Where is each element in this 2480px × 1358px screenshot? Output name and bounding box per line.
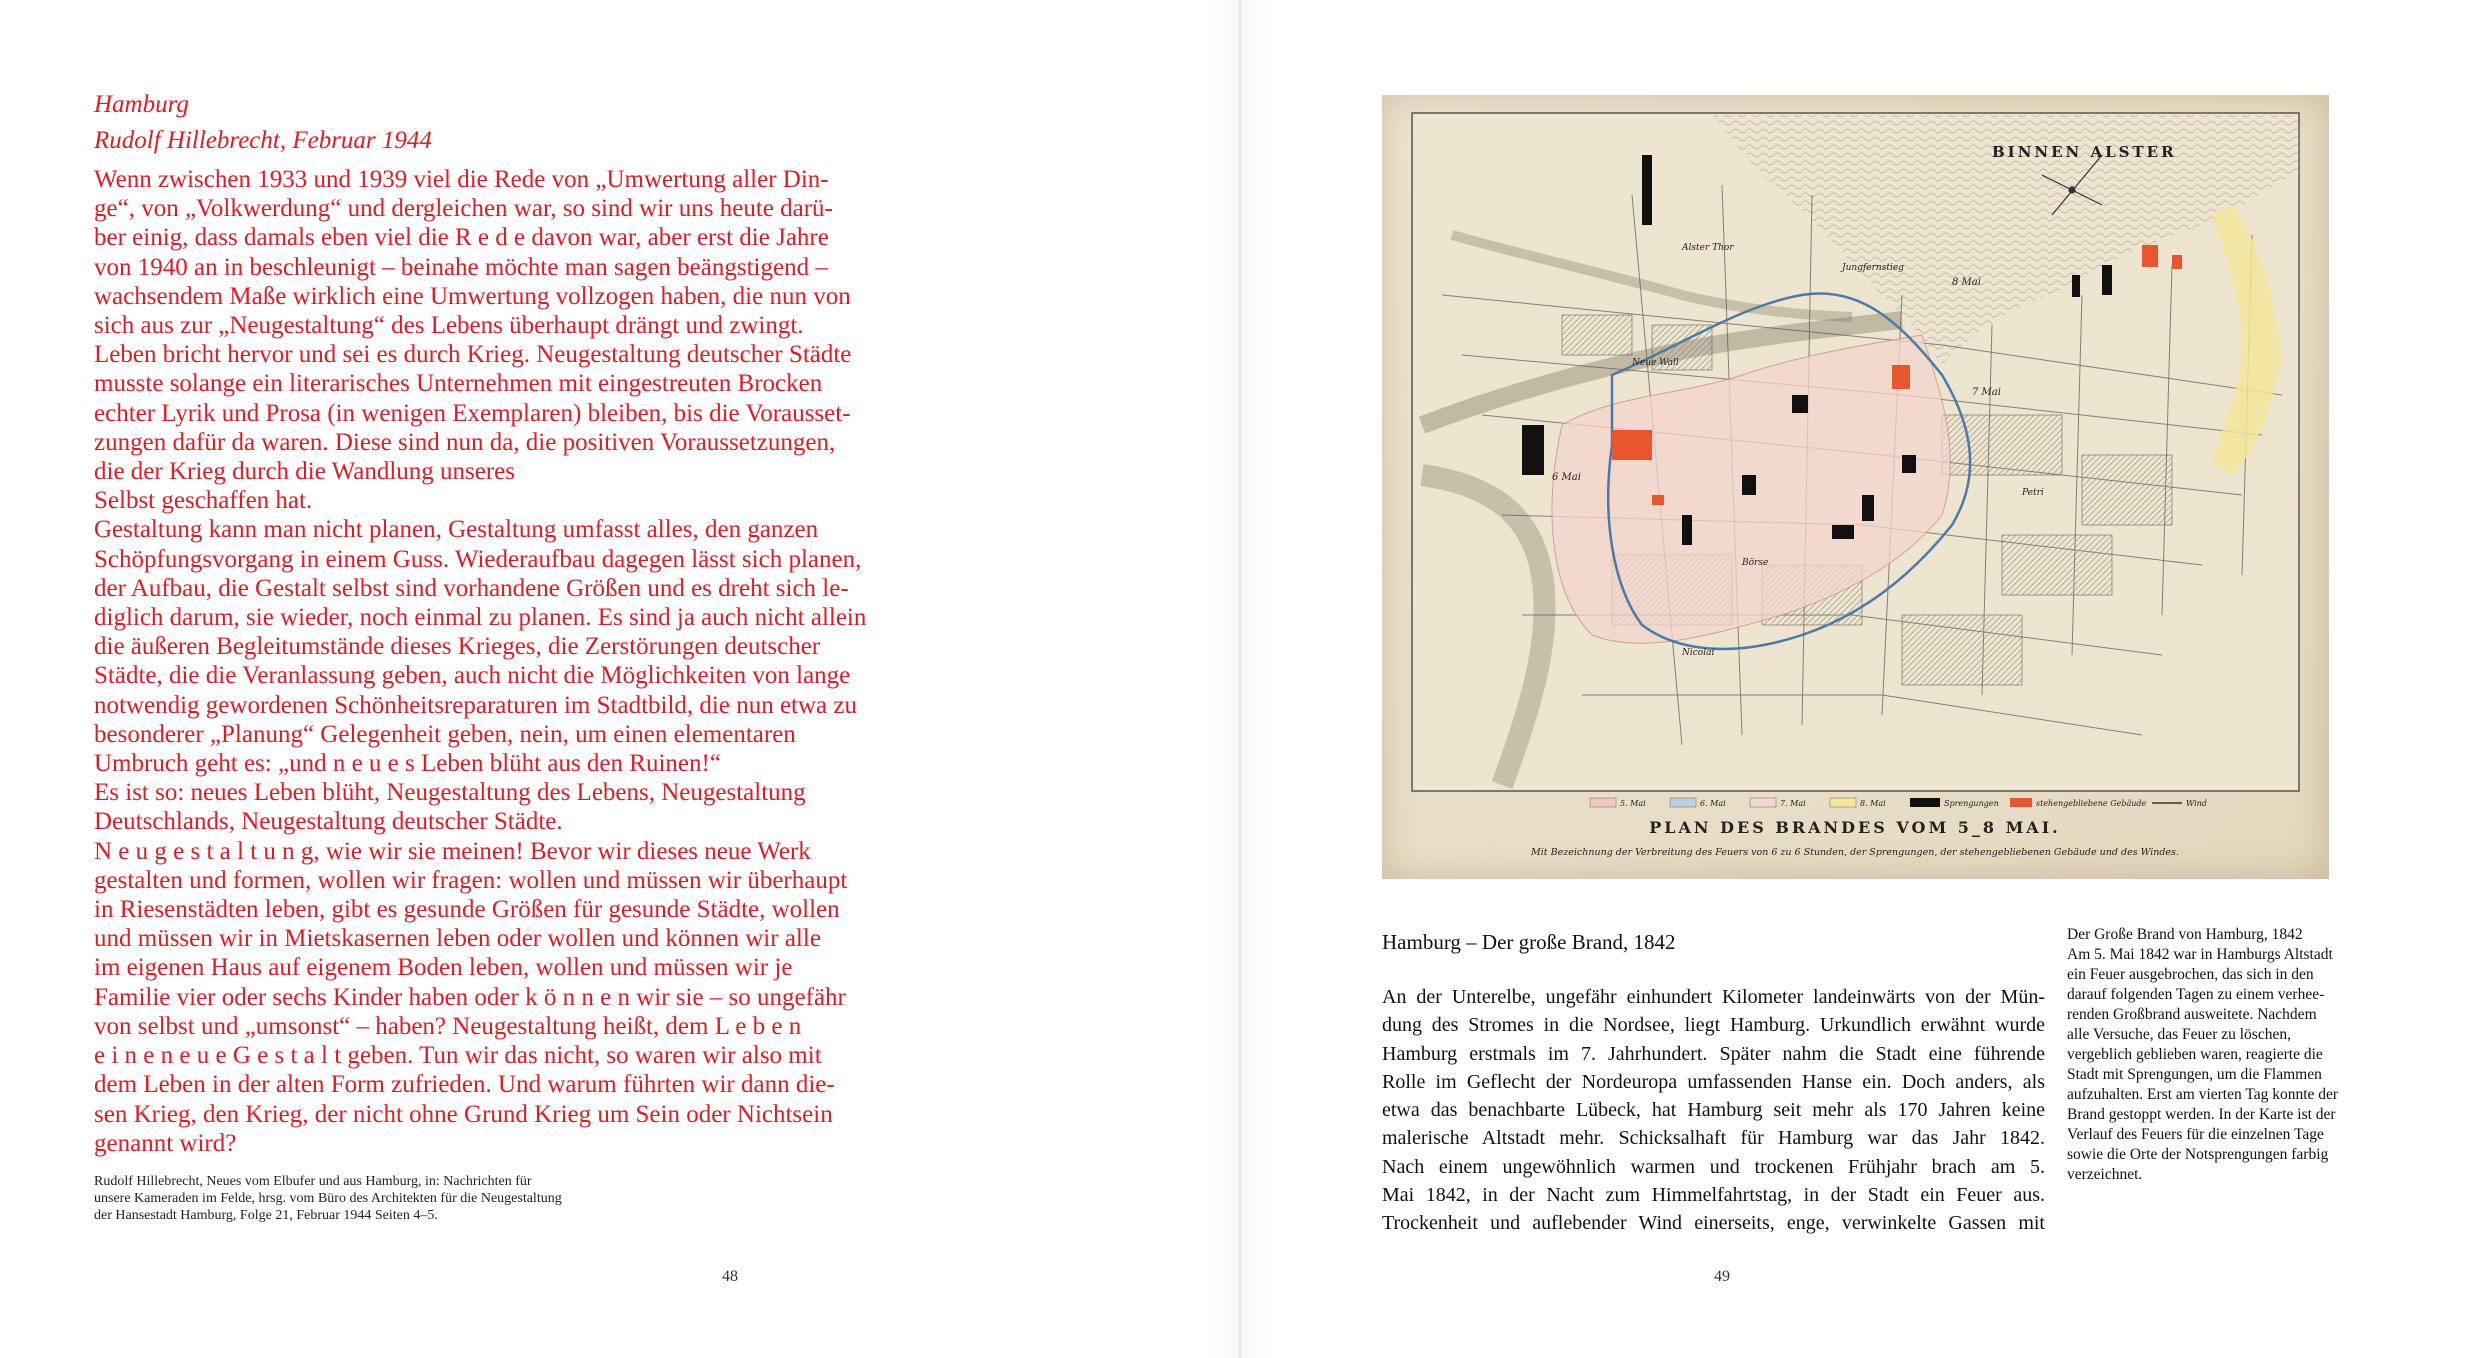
legend-swatch <box>1830 798 1856 807</box>
caption-line: Brand gestoppt werden. In der Karte ist der <box>2067 1106 2336 1123</box>
text-line: Nach einem ungewöhnlich warmen und trockenen Frühjahr brach am 5. <box>1382 1155 2045 1178</box>
legend-swatch <box>1590 798 1616 807</box>
text-line: notwendig gewordenen Schönheitsreparaturen im Stadtbild, die nun etwa zu <box>94 691 857 719</box>
map-legend <box>1590 798 2207 808</box>
main-text <box>94 165 900 1158</box>
text-line: Deutschlands, Neugestaltung deutscher Städte. <box>94 808 563 836</box>
text-line: N e u g e s t a l t u n g, wie wir sie meinen! Bevor wir dieses neue Werk <box>94 837 811 865</box>
text-line: diglich darum, sie wieder, noch einmal zu planen. Es sind ja auch nicht allein <box>94 604 867 632</box>
caption-line: aufzuhalten. Erst am vierten Tag konnte der <box>2067 1086 2339 1103</box>
text-line: An der Unterelbe, ungefähr einhundert Kilometer landeinwärts von der Mün- <box>1382 986 2045 1008</box>
text-line: ge“, von „Volkwerdung“ und dergleichen war, so sind wir uns heute darü- <box>94 195 833 223</box>
caption-line: sowie die Orte der Notsprengungen farbig <box>2067 1146 2329 1163</box>
text-line: Hamburg erstmals im 7. Jahrhundert. Später nahm die Stadt eine führende <box>1382 1042 2045 1065</box>
street-label: Jungfernstieg <box>1842 263 1904 273</box>
text-line: und müssen wir in Mietskasernen leben oder wollen und können wir alle <box>94 925 821 953</box>
caption-line: alle Versuche, das Feuer zu löschen, <box>2067 1026 2291 1043</box>
caption-line: ein Feuer ausgebrochen, das sich in den <box>2067 966 2314 983</box>
legend-swatch <box>1670 798 1696 807</box>
text-line: Gestaltung kann man nicht planen, Gestaltung umfasst alles, den ganzen <box>94 516 819 544</box>
legend-label: stehengebliebene Gebäude <box>2036 799 2147 808</box>
text-line: der Aufbau, die Gestalt selbst sind vorhandene Größen und es dreht sich le- <box>94 574 849 602</box>
text-line: Umbruch geht es: „und n e u e s Leben blüht aus den Ruinen!“ <box>94 750 721 778</box>
text-line: echter Lyrik und Prosa (in wenigen Exemplaren) bleiben, bis die Vorausset- <box>94 399 851 427</box>
text-line: etwa das benachbarte Lübeck, hat Hamburg seit mehr als 170 Jahren keine <box>1382 1099 2045 1122</box>
map-illustration <box>1382 95 2329 879</box>
footnote-line: Rudolf Hillebrecht, Neues vom Elbufer und aus Hamburg, in: Nachrichten für <box>94 1174 532 1189</box>
legend-label: 8. Mai <box>1860 799 1886 808</box>
text-line: besonderer „Planung“ Gelegenheit geben, nein, um einen elementaren <box>94 720 796 748</box>
text-line: ber einig, dass damals eben viel die R e d e davon war, aber erst die Jahre <box>94 224 829 252</box>
text-line: sen Krieg, den Krieg, der nicht ohne Grund Krieg um Sein oder Nichtsein <box>94 1100 833 1128</box>
street-label: 8 Mai <box>1952 277 1981 288</box>
historic-fire-map <box>1382 95 2329 879</box>
heading-author: Rudolf Hillebrecht, Februar 1944 <box>94 127 432 154</box>
water-label: BINNEN ALSTER <box>1992 143 2177 161</box>
caption-line: renden Großbrand ausweitete. Nachdem <box>2067 1006 2317 1023</box>
text-line: Mai 1842, in der Nacht zum Himmelfahrtstag, in der Stadt ein Feuer aus. <box>1382 1184 2045 1207</box>
caption-line: Stadt mit Sprengungen, um die Flammen <box>2067 1066 2322 1083</box>
text-line: Familie vier oder sechs Kinder haben oder k ö n n e n wir sie – so ungefähr <box>94 983 846 1011</box>
footnote-line: der Hansestadt Hamburg, Folge 21, Februar 1944 Seiten 4–5. <box>94 1208 438 1223</box>
legend-label: 6. Mai <box>1700 799 1726 808</box>
legend-label: 5. Mai <box>1620 799 1646 808</box>
street-label: Petri <box>2022 488 2044 498</box>
text-line: Rolle im Geflecht der Nordeuropa umfassenden Hanse ein. Doch anders, als <box>1382 1070 2045 1093</box>
caption-line: Verlauf des Feuers für die einzelnen Tage <box>2067 1126 2324 1143</box>
text-line: von 1940 an in beschleunigt – beinahe möchte man sagen beängstigend – <box>94 253 828 281</box>
text-line: Städte, die die Veranlassung geben, auch nicht die Möglichkeiten von lange <box>94 662 851 690</box>
street-label: Alster Thor <box>1682 243 1734 253</box>
text-line: musste solange ein literarisches Unternehmen mit eingestreuten Brocken <box>94 370 823 398</box>
text-line: Schöpfungsvorgang in einem Guss. Wiederaufbau dagegen lässt sich planen, <box>94 545 862 573</box>
text-line: im eigenen Haus auf eigenem Boden leben, wollen und müssen wir je <box>94 954 793 982</box>
legend-swatch <box>2010 798 2032 807</box>
map-subtitle: Mit Bezeichnung der Verbreitung des Feuers von 6 zu 6 Stunden, der Sprengungen, der stehengebliebenen Gebäude und des Windes. <box>1531 847 2179 858</box>
text-line: Leben bricht hervor und sei es durch Krieg. Neugestaltung deutscher Städte <box>94 341 852 369</box>
legend-swatch <box>1750 798 1776 807</box>
street-label: Nicolai <box>1682 648 1715 658</box>
caption-line: vergeblich geblieben waren, reagierte die <box>2067 1046 2323 1063</box>
map-title: PLAN DES BRANDES VOM 5_8 MAI. <box>1649 818 2061 837</box>
text-line: Es ist so: neues Leben blüht, Neugestaltung des Lebens, Neugestaltung <box>94 779 806 807</box>
text-line: zungen dafür da waren. Diese sind nun da, die positiven Voraussetzungen, <box>94 428 836 456</box>
text-line: sich aus zur „Neugestaltung“ des Lebens überhaupt drängt und zwingt. <box>94 312 804 340</box>
footnote-line: unsere Kameraden im Felde, hrsg. vom Büro des Architekten für die Neugestaltung <box>94 1191 562 1206</box>
article-body <box>1382 983 2045 1238</box>
legend-swatch <box>1910 798 1940 807</box>
text-line: dung des Stromes in die Nordsee, liegt Hamburg. Urkundlich erwähnt wurde <box>1382 1014 2045 1037</box>
footnote <box>94 1173 594 1224</box>
caption-line: verzeichnet. <box>2067 1166 2143 1183</box>
text-line: Trockenheit und auflebender Wind einerseits, enge, verwinkelte Gassen mit <box>1382 1212 2045 1235</box>
legend-label: Sprengungen <box>1944 799 1999 808</box>
text-line: Wenn zwischen 1933 und 1939 viel die Rede von „Umwertung aller Din- <box>94 166 829 193</box>
text-line: Selbst geschaffen hat. <box>94 487 313 515</box>
text-line: dem Leben in der alten Form zufrieden. Und warum führten wir dann die- <box>94 1071 835 1099</box>
text-line: die äußeren Begleitumstände dieses Krieges, die Zerstörungen deutscher <box>94 633 821 661</box>
page-number-right: 49 <box>1714 1268 1730 1285</box>
page-gutter <box>1239 0 1241 1358</box>
text-line: von selbst und „umsonst“ – haben? Neugestaltung heißt, dem L e b e n <box>94 1012 802 1040</box>
caption-line: Am 5. Mai 1842 war in Hamburgs Altstadt <box>2067 946 2333 963</box>
legend-label: 7. Mai <box>1780 799 1806 808</box>
legend-label: Wind <box>2186 799 2207 808</box>
caption-line: darauf folgenden Tagen zu einem verhee- <box>2067 986 2325 1003</box>
text-line: in Riesenstädten leben, gibt es gesunde Größen für gesunde Städte, wollen <box>94 896 840 924</box>
street-label: Neue Wall <box>1632 358 1679 368</box>
text-line: die der Krieg durch die Wandlung unseres <box>94 458 516 486</box>
map-caption <box>2067 925 2339 1185</box>
street-label: 6 Mai <box>1552 472 1581 483</box>
caption-line: Der Große Brand von Hamburg, 1842 <box>2067 926 2303 943</box>
text-line: genannt wird? <box>94 1129 237 1157</box>
text-line: wachsendem Maße wirklich eine Umwertung vollzogen haben, die nun von <box>94 282 851 310</box>
text-line: malerische Altstadt mehr. Schicksalhaft für Hamburg war das Jahr 1842. <box>1382 1127 2045 1150</box>
street-label: 7 Mai <box>1972 387 2001 398</box>
article-title: Hamburg – Der große Brand, 1842 <box>1382 930 1676 954</box>
page-number-left: 48 <box>722 1268 738 1285</box>
text-line: gestalten und formen, wollen wir fragen: wollen und müssen wir überhaupt <box>94 866 848 894</box>
text-line: e i n e n e u e G e s t a l t geben. Tun wir das nicht, so waren wir also mit <box>94 1042 822 1070</box>
heading-city: Hamburg <box>94 91 189 118</box>
street-label: Börse <box>1742 558 1769 568</box>
